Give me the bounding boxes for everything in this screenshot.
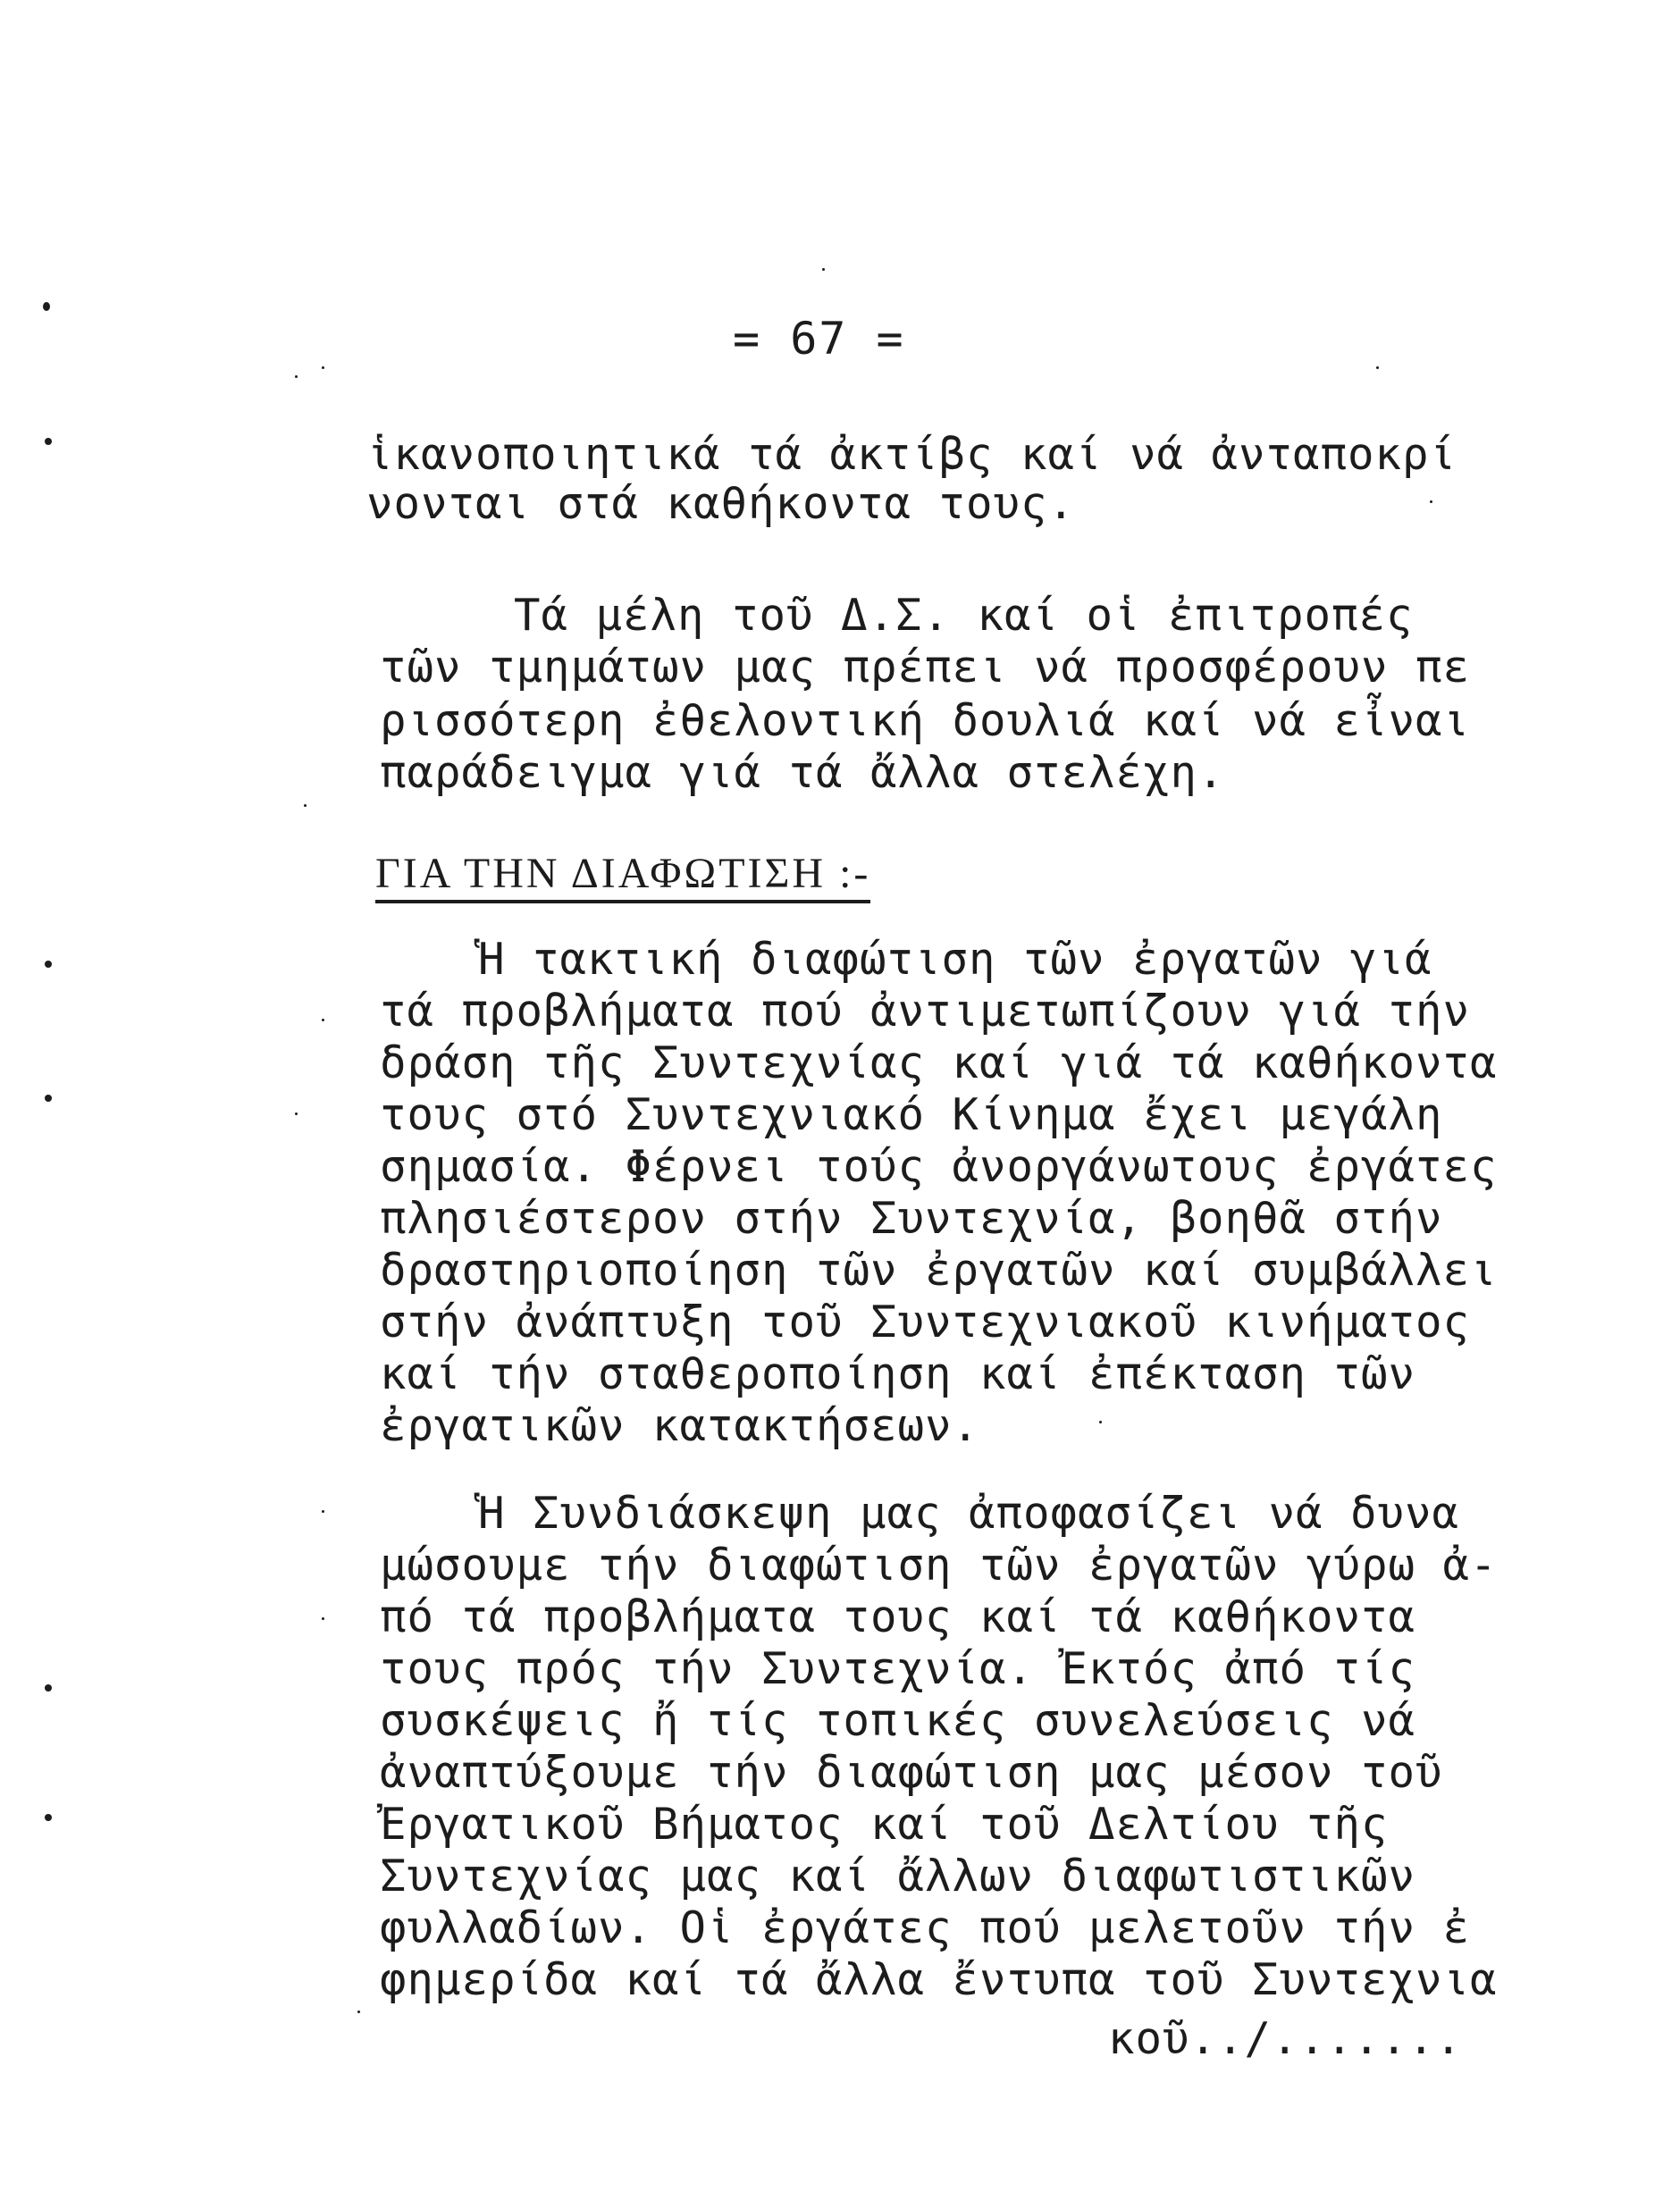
continuation-line: κοῦ../....... xyxy=(1108,2013,1463,2064)
scan-speck xyxy=(304,804,307,807)
text-line: καί τήν σταθεροποίηση καί ἐπέκταση τῶν xyxy=(380,1348,1416,1399)
text-line: τῶν τμημάτων μας πρέπει νά προσφέρουν πε xyxy=(380,642,1471,693)
text-line: σημασία. Φέρνει τούς ἀνοργάνωτους ἐργάτες xyxy=(380,1141,1498,1192)
text-line: Ἐργατικοῦ Βήματος καί τοῦ Δελτίου τῆς xyxy=(380,1799,1389,1850)
text-line: δράση τῆς Συντεχνίας καί γιά τά καθήκοντα xyxy=(380,1037,1498,1088)
text-line: φυλλαδίων. Οἱ ἐργάτες πού μελετοῦν τήν ἐ xyxy=(380,1902,1471,1953)
text-line: φημερίδα καί τά ἄλλα ἔντυπα τοῦ Συντεχνια xyxy=(380,1954,1498,2005)
scan-speck xyxy=(45,961,52,968)
text-line: Συντεχνίας μας καί ἄλλων διαφωτιστικῶν xyxy=(380,1851,1416,1902)
scan-speck xyxy=(1099,1421,1102,1423)
text-line: Τά μέλη τοῦ Δ.Σ. καί οἱ ἐπιτροπές xyxy=(514,590,1414,641)
text-line: ἱκανοποιητικά τά ἀκτίβς καί νά ἀνταποκρί xyxy=(366,429,1457,480)
text-line: ρισσότερη ἐθελοντική δουλιά καί νά εἶναι xyxy=(380,695,1471,746)
scan-speck xyxy=(295,375,298,378)
text-line: τους στό Συντεχνιακό Κίνημα ἔχει μεγάλη xyxy=(380,1089,1443,1140)
text-line: τους πρός τήν Συντεχνία. Ἐκτός ἀπό τίς xyxy=(380,1643,1416,1694)
scan-speck xyxy=(43,302,50,311)
text-line: τά προβλήματα πού ἀντιμετωπίζουν γιά τήν xyxy=(380,986,1471,1037)
text-line: παράδειγμα γιά τά ἄλλα στελέχη. xyxy=(380,747,1225,798)
section-heading: ΓΙΑ ΤΗΝ ΔΙΑΦΩΤΙΣΗ :- xyxy=(375,849,870,903)
scan-speck xyxy=(45,438,52,445)
scan-speck xyxy=(822,268,825,271)
text-line: συσκέψεις ἤ τίς τοπικές συνελεύσεις νά xyxy=(380,1695,1416,1746)
text-line: ἀναπτύξουμε τήν διαφώτιση μας μέσον τοῦ xyxy=(380,1747,1443,1798)
text-line: ἐργατικῶν κατακτήσεων. xyxy=(380,1400,980,1451)
scan-speck xyxy=(322,1617,324,1620)
scan-speck xyxy=(322,1510,324,1513)
text-line: νονται στά καθήκοντα τους. xyxy=(366,478,1076,529)
text-line: στήν ἀνάπτυξη τοῦ Συντεχνιακοῦ κινήματος xyxy=(380,1297,1471,1347)
scan-speck xyxy=(357,2011,360,2013)
scan-speck xyxy=(45,1095,52,1102)
scan-speck xyxy=(1430,500,1432,503)
text-line: Ἡ Συνδιάσκεψη μας ἀποφασίζει νά δυνα xyxy=(478,1488,1460,1539)
scan-speck xyxy=(322,366,324,369)
text-line: μώσουμε τήν διαφώτιση τῶν ἐργατῶν γύρω ἀ- xyxy=(380,1540,1498,1591)
text-line: πλησιέστερον στήν Συντεχνία, βοηθᾶ στήν xyxy=(380,1193,1443,1244)
text-line: Ἡ τακτική διαφώτιση τῶν ἐργατῶν γιά xyxy=(478,934,1432,985)
scan-speck xyxy=(45,1814,52,1821)
text-line: δραστηριοποίηση τῶν ἐργατῶν καί συμβάλλει xyxy=(380,1245,1498,1296)
page-number: = 67 = xyxy=(733,313,905,365)
scan-speck xyxy=(322,1019,324,1021)
text-line: πό τά προβλήματα τους καί τά καθήκοντα xyxy=(380,1591,1416,1642)
scan-speck xyxy=(1376,366,1379,369)
scan-speck xyxy=(295,1112,298,1115)
scan-speck xyxy=(45,1684,52,1692)
